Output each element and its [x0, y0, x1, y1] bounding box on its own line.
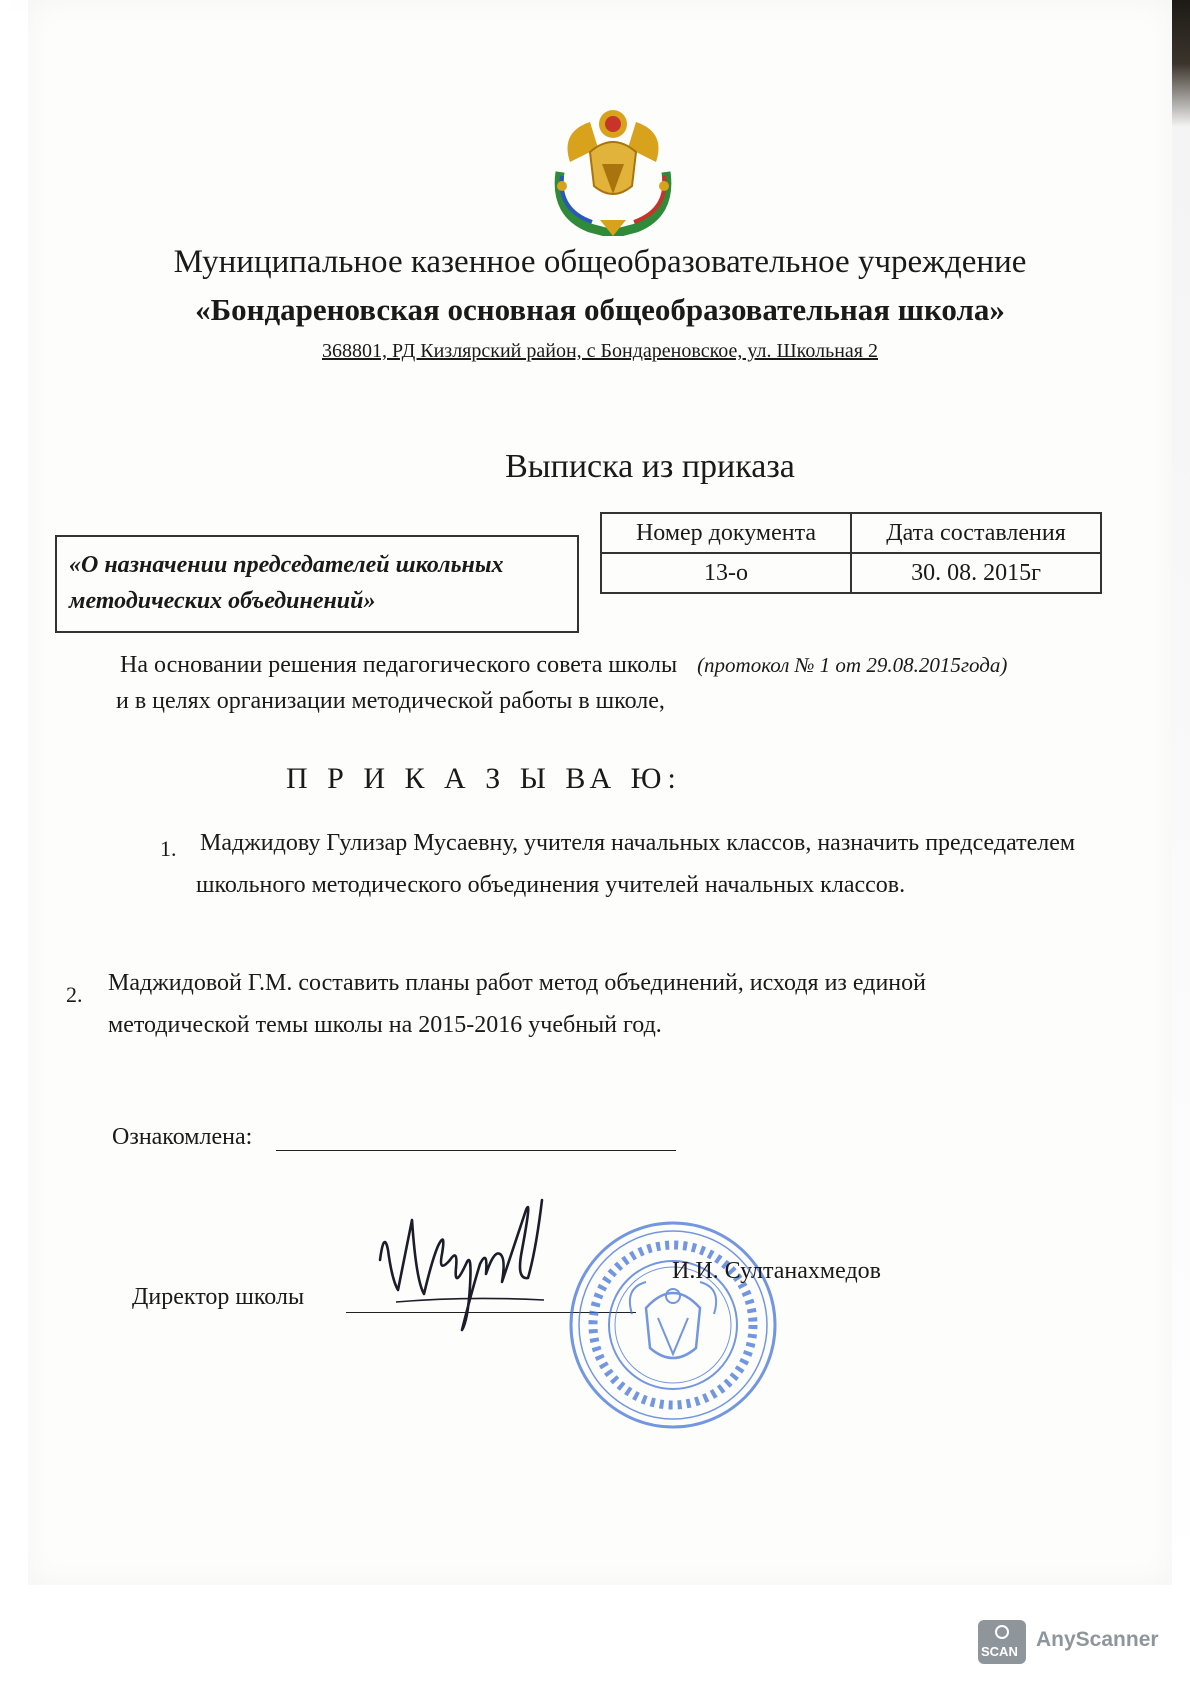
acknowledged-label: Ознакомлена:: [112, 1124, 253, 1150]
scanner-logo-icon: [978, 1620, 1026, 1664]
order-subject-box: «О назначении председателей школьных методических объединений»: [55, 535, 579, 633]
document-info-table: [600, 512, 1102, 594]
header-doc-number: Номер документа: [601, 513, 851, 553]
address-text: 368801, РД Кизлярский район, с Бондареновское, ул. Школьная 2: [322, 340, 878, 362]
basis-line: На основании решения педагогического совета школы: [120, 652, 678, 678]
table-header-row: [601, 513, 1101, 553]
document-title: Выписка из приказа: [505, 448, 795, 485]
organization-name: «Бондареновская основная общеобразовательная школа»: [195, 292, 1005, 327]
doc-number-value: 13-о: [601, 553, 851, 593]
acknowledged-signature-line: [276, 1150, 676, 1151]
order-heading: П Р И К А З Ы ВА Ю:: [286, 762, 682, 795]
director-signature-icon: [376, 1190, 546, 1340]
item-1-number: 1.: [160, 836, 177, 861]
protocol-reference: (протокол № 1 от 29.08.2015года): [697, 653, 1008, 677]
director-label: Директор школы: [132, 1284, 305, 1310]
scan-right-edge: [1172, 0, 1190, 1585]
director-name: И.И. Султанахмедов: [672, 1258, 881, 1284]
organization-type: Муниципальное казенное общеобразовательное учреждение: [173, 244, 1027, 280]
scanner-badge-text: SCAN: [981, 1644, 1018, 1659]
organization-address: [100, 340, 1100, 363]
basis-paragraph: [120, 652, 1140, 679]
item-2-text: Маджидовой Г.М. составить планы работ метод объединений, исходя из единой методической темы школы на 2015-2016 учебный год.: [108, 970, 926, 1038]
item-1-text: Маджидову Гулизар Мусаевну, учителя начальных классов, назначить председателем школьного методического объединения учителей начальных классов.: [196, 830, 1076, 898]
doc-date-value: 30. 08. 2015г: [851, 553, 1101, 593]
table-row: [601, 553, 1101, 593]
official-stamp-icon: [566, 1218, 780, 1432]
scanner-watermark: [978, 1620, 1178, 1664]
scanner-app-name: AnyScanner: [1036, 1628, 1159, 1651]
item-2-number: 2.: [66, 982, 83, 1007]
header-doc-date: Дата составления: [851, 513, 1101, 553]
dagestan-emblem-icon: [540, 102, 686, 236]
purpose-line: и в целях организации методической работы в школе,: [116, 688, 665, 714]
